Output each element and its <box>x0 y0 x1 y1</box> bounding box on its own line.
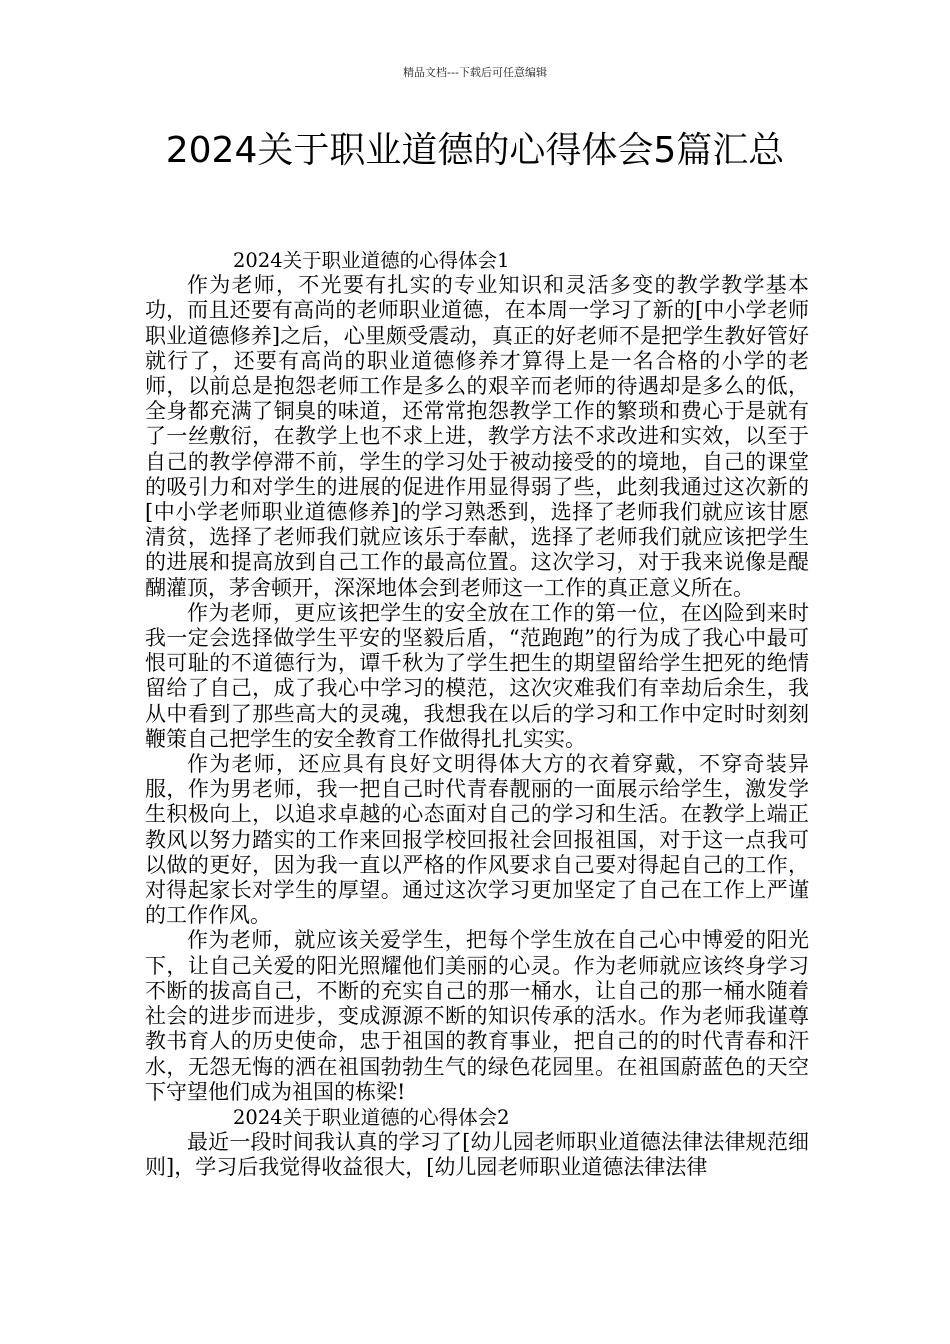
paragraph: 作为老师，还应具有良好文明得体大方的衣着穿戴，不穿奇装异服，作为男老师，我一把自己时代青春靓丽的一面展示给学生，激发学生积极向上，以追求卓越的心态面对自己的学习和生活。在教学上端正教风以努力踏实的工作来回报学校回报社会回报祖国，对于这一点我可以做的更好，因为我一直以严格的作风要求自己要对得起自己的工作，对得起家长对学生的厚望。通过这次学习更加坚定了自己在工作上严谨的工作作风。 <box>145 752 809 928</box>
paragraph: 最近一段时间我认真的学习了[幼儿园老师职业道德法律法律规范细则]，学习后我觉得收益很大，[幼儿园老师职业道德法律法律 <box>145 1130 809 1180</box>
header-note: 精品文档---下载后可任意编辑 <box>403 66 547 79</box>
section-heading: 2024关于职业道德的心得体会2 <box>233 1105 510 1129</box>
paragraph: 作为老师，更应该把学生的安全放在工作的第一位，在凶险到来时我一定会选择做学生平安的坚毅后盾，“范跑跑”的行为成了我心中最可恨可耻的不道德行为，谭千秋为了学生把生的期望留给学生把死的绝情留给了自己，成了我心中学习的模范，这次灾难我们有幸劫后余生，我从中看到了那些高大的灵魂，我想我在以后的学习和工作中定时时刻刻鞭策自己把学生的安全教育工作做得扎扎实实。 <box>145 600 809 751</box>
document-title: 2024关于职业道德的心得体会5篇汇总 <box>165 130 785 171</box>
section-heading: 2024关于职业道德的心得体会1 <box>233 249 510 272</box>
document-body <box>145 248 809 1181</box>
paragraph: 作为老师，就应该关爱学生，把每个学生放在自己心中博爱的阳光下，让自己关爱的阳光照耀他们美丽的心灵。作为老师就应该终身学习不断的拔高自己，不断的充实自己的那一桶水，让自己的那一桶水随着社会的进步而进步，变成源源不断的知识传承的活水。作为老师我谨尊教书育人的历史使命，忠于祖国的教育事业，把自己的的时代青春和汗水，无怨无悔的洒在祖国勃勃生气的绿色花园里。在祖国蔚蓝色的天空下守望他们成为祖国的栋梁! <box>145 928 809 1104</box>
paragraph: 作为老师，不光要有扎实的专业知识和灵活多变的教学教学基本功，而且还要有高尚的老师职业道德，在本周一学习了新的[中小学老师职业道德修养]之后，心里颇受震动，真正的好老师不是把学生教好管好就行了，还要有高尚的职业道德修养才算得上是一名合格的小学的老师，以前总是抱怨老师工作是多么的艰辛而老师的待遇却是多么的低，全身都充满了铜臭的味道，还常常抱怨教学工作的繁琐和费心于是就有了一丝敷衍，在教学上也不求上进，教学方法不求改进和实效，以至于自己的教学停滞不前，学生的学习处于被动接受的的境地，自己的课堂的吸引力和对学生的进展的促进作用显得弱了些，此刻我通过这次新的[中小学老师职业道德修养]的学习熟悉到，选择了老师我们就应该甘愿清贫，选择了老师我们就应该乐于奉献，选择了老师我们就应该把学生的进展和提高放到自己工作的最高位置。这次学习，对于我来说像是醍醐灌顶，茅舍顿开，深深地体会到老师这一工作的真正意义所在。 <box>145 273 809 600</box>
